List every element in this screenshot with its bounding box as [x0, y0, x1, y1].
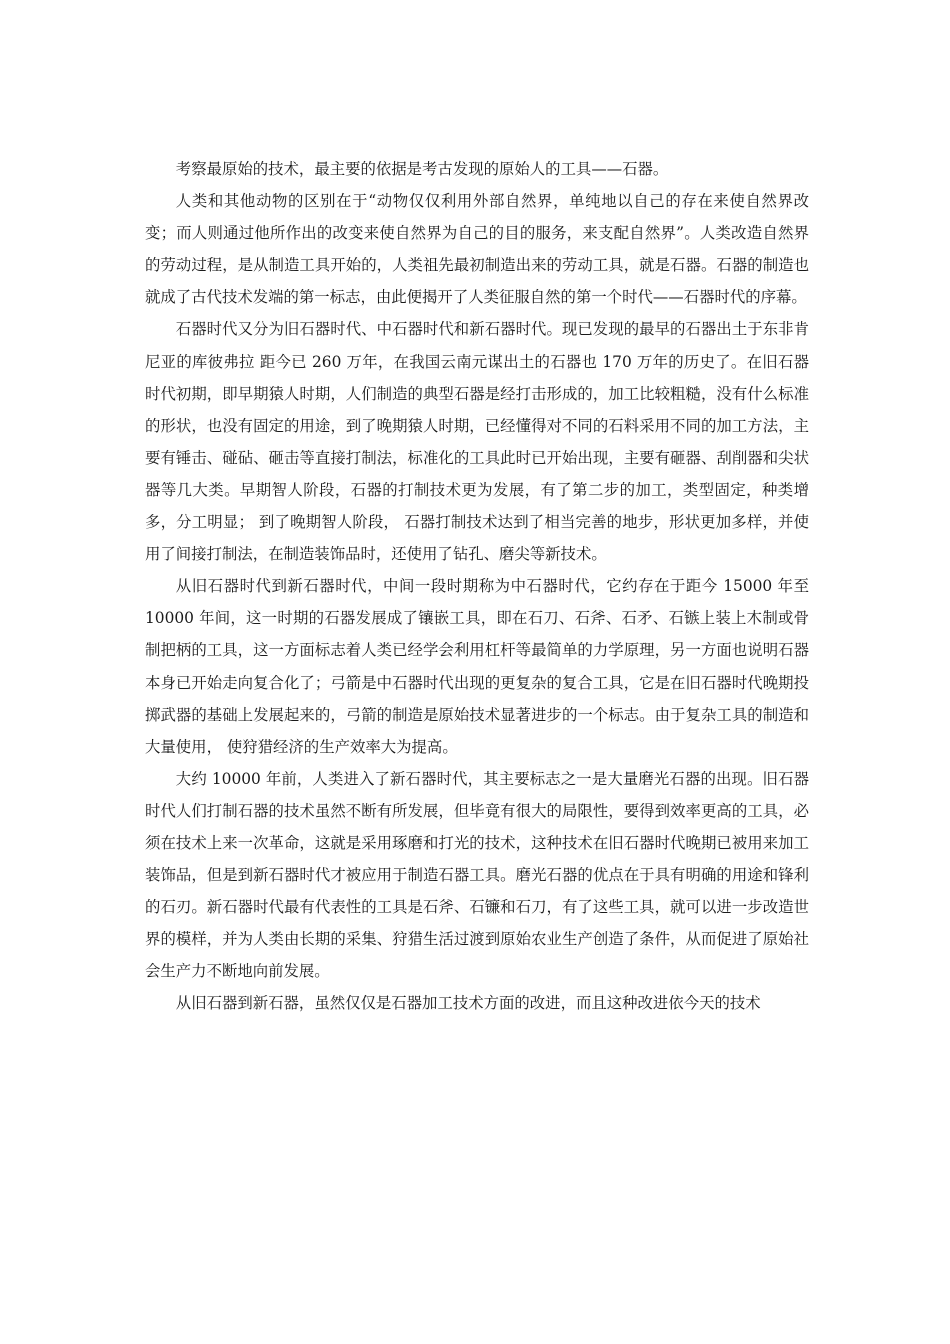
paragraph-1: 考察最原始的技术，最主要的依据是考古发现的原始人的工具——石器。 — [175, 160, 669, 178]
paragraph-4: 从旧石器时代到新石器时代，中间一段时期称为中石器时代，它约存在于距今 15000 年至 10000 年间，这一时期的石器发展成了镶嵌工具，即在石刀、石斧、石矛、石镞上装上木制或骨制把柄的工具，这一方面标志着人类已经学会利用杠杆等最简单的力学原理，另一方面也说明石器本身已开始走向复合化了；弓箭是中石器时代出现的更复杂的复合工具，它是在旧石器时代晚期投掷武器的基础上发展起来的，弓箭的制造是原始技术显著进步的一个标志。由于复杂工具的制造和大量使用， 使狩猎经济的生产效率大为提高。 — [145, 577, 809, 756]
paragraph-5: 大约 10000 年前，人类进入了新石器时代，其主要标志之一是大量磨光石器的出现。旧石器时代人们打制石器的技术虽然不断有所发展，但毕竟有很大的局限性，要得到效率更高的工具，必须在技术上来一次革命，这就是采用琢磨和打光的技术，这种技术在旧石器时代晚期已被用来加工装饰品，但是到新石器时代才被应用于制造石器工具。磨光石器的优点在于具有明确的用途和锋利的石刃。新石器时代最有代表性的工具是石斧、石镰和石刀，有了这些工具，就可以进一步改造世界的模样，并为人类由长期的采集、狩猎生活过渡到原始农业生产创造了条件，从而促进了原始社会生产力不断地向前发展。 — [145, 769, 809, 981]
paragraph-6: 从旧石器到新石器，虽然仅仅是石器加工技术方面的改进，而且这种改进依今天的技术 — [175, 994, 761, 1013]
paragraph-2: 人类和其他动物的区别在于“动物仅仅利用外部自然界，单纯地以自己的存在来使自然界改变；而人则通过他所作出的改变来使自然界为自己的目的服务，来支配自然界”。人类改造自然界的劳动过程，是从制造工具开始的，人类祖先最初制造出来的劳动工具，就是石器。石器的制造也就成了古代技术发端的第一标志，由此便揭开了人类征服自然的第一个时代——石器时代的序幕。 — [145, 192, 809, 307]
document-body — [145, 153, 809, 1020]
paragraph-3: 石器时代又分为旧石器时代、中石器时代和新石器时代。现已发现的最早的石器出土于东非肯尼亚的库彼弗拉 距今已 260 万年，在我国云南元谋出土的石器也 170 万年的历史了。在旧石器时代初期，即早期猿人时期，人们制造的典型石器是经打击形成的，加工比较粗糙，没有什么标准的形状，也没有固定的用途，到了晚期猿人时期，已经懂得对不同的石料采用不同的加工方法，主要有锤击、碰砧、砸击等直接打制法，标准化的工具此时已开始出现，主要有砸器、刮削器和尖状器等几大类。早期智人阶段，石器的打制技术更为发展，有了第二步的加工，类型固定，种类增多，分工明显； 到了晚期智人阶段， 石器打制技术达到了相当完善的地步，形状更加多样，并使用了间接打制法，在制造装饰品时，还使用了钻孔、磨尖等新技术。 — [145, 320, 809, 564]
